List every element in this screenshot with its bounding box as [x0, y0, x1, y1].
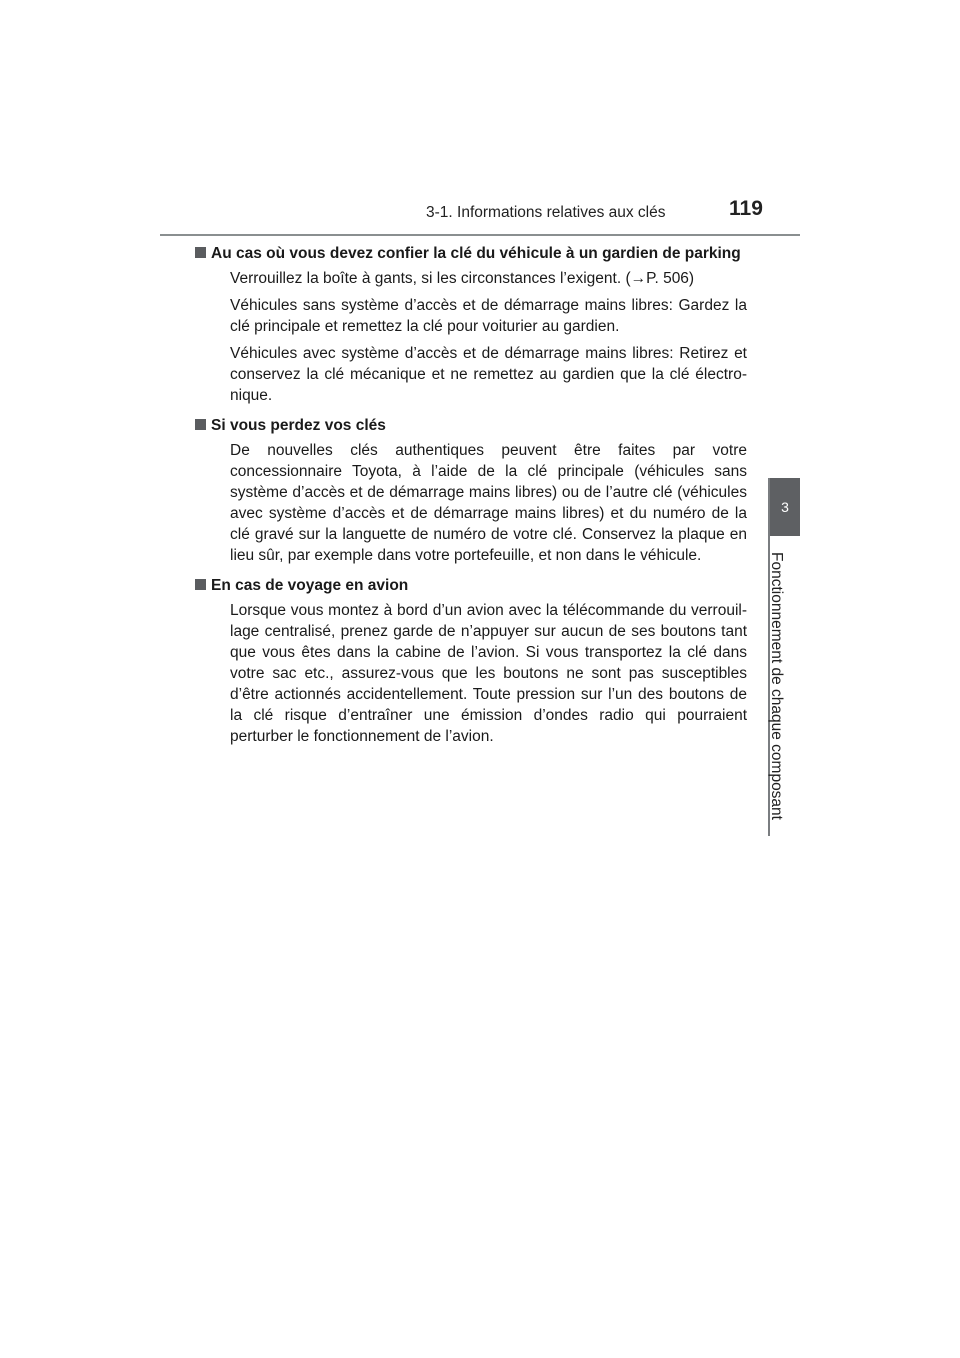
square-bullet-icon — [195, 579, 206, 590]
page-number: 119 — [729, 197, 763, 220]
chapter-number: 3 — [781, 499, 789, 515]
paragraph: Verrouillez la boîte à gants, si les circonstances l’exigent. (→P. 506) — [230, 270, 695, 287]
section-lost-keys — [211, 415, 747, 566]
header-divider — [160, 234, 800, 236]
paragraph: Véhicules sans système d’accès et de démarrage mains libres: Gardez la clé principale et remettez la clé pour voiturier au gardien. — [230, 297, 747, 335]
square-bullet-icon — [195, 247, 206, 258]
section-title: En cas de voyage en avion — [211, 577, 409, 594]
section-air-travel — [211, 575, 747, 747]
chapter-label: Fonctionnement de chaque composant — [768, 552, 785, 820]
paragraph: De nouvelles clés authentiques peuvent être faites par votre concessionnaire Toyota, à l’aide de la clé principale (véhicules sans système d’accès et de démarrage mains libres) ou de l’autre clé (véhicules avec système d’accès et de démarrage mains libres) et du numéro de la clé gravé sur la languette de numéro de votre clé. Conservez la plaque en lieu sûr, par exemple dans votre portefeuille, et non dans le véhicule. — [230, 442, 747, 564]
main-content — [211, 243, 747, 756]
section-title: Si vous perdez vos clés — [211, 417, 386, 434]
square-bullet-icon — [195, 419, 206, 430]
section-title: Au cas où vous devez confier la clé du véhicule à un gardien de parking — [211, 245, 741, 262]
header-section-title: 3-1. Informations relatives aux clés — [426, 204, 666, 221]
paragraph: Véhicules avec système d’accès et de démarrage mains libres: Retirez et conservez la clé mécanique et ne remettez au gardien que la clé électro-nique. — [230, 345, 747, 404]
chapter-number-tab — [770, 478, 800, 536]
section-valet — [211, 243, 747, 406]
paragraph: Lorsque vous montez à bord d’un avion avec la télécommande du verrouil-lage centralisé, prenez garde de n’appuyer sur aucun de ses boutons tant que vous êtes dans la cabine de l’avion. Si vous transportez la clé dans votre sac etc., assurez-vous que les boutons ne sont pas susceptibles d’être actionnés accidentellement. Toute pression sur l’un des boutons de la clé risque d’entraîner une émission d’ondes radio qui pourraient perturber le fonctionnement de l’avion. — [230, 602, 747, 745]
